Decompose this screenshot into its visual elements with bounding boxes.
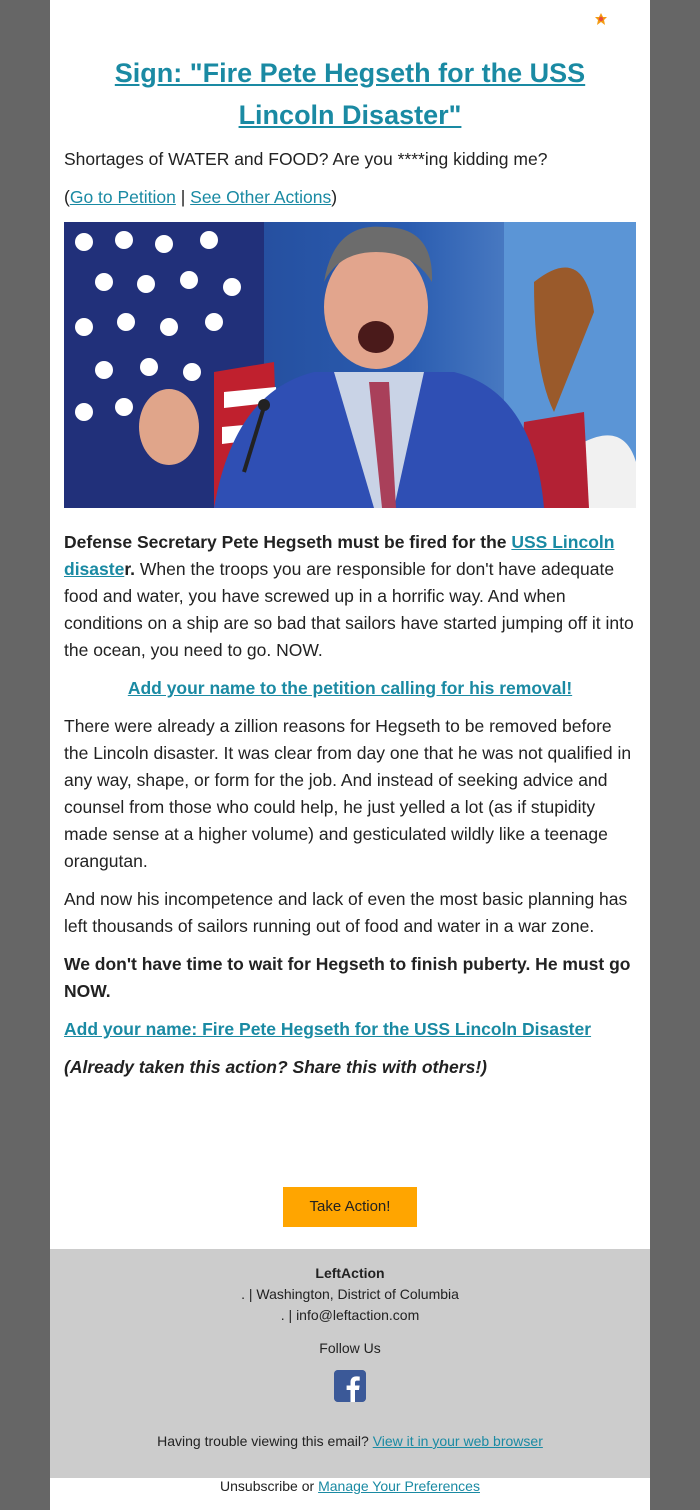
links-separator: | [175,187,191,207]
already-taken-note: (Already taken this action? Share this with others!) [64,1057,487,1077]
body-paragraph-2: There were already a zillion reasons for Hegseth to be removed before the Lincoln disaster. It was clear from day one that he was not qualified in any way, shape, or form for the job. And instead of seeking advice and counsel from those who could help, he just yelled a lot (as if stupidity made sense at a higher volume) and gesticulated wildly like a teenage orangutan. [64,716,632,871]
trouble-viewing-line [50,1433,650,1449]
body-paragraph-1 [64,529,636,664]
go-to-petition-link[interactable]: Go to Petition [69,187,176,207]
email-content [64,52,636,1081]
body-paragraph-3: And now his incompetence and lack of even the most basic planning has left thousands of sailors running out of food and water in a war zone. [64,889,628,936]
cta2-paragraph [64,1016,636,1043]
center-cta-paragraph [64,675,636,702]
fire-hegseth-petition-link[interactable]: Add your name: Fire Pete Hegseth for the USS Lincoln Disaster [64,1019,592,1039]
p1-bold-text: Defense Secretary Pete Hegseth must be fired for the [64,532,512,552]
email-page [50,0,650,1510]
take-action-button[interactable]: Take Action! [283,1187,417,1227]
p1-bold-end: r. [124,559,136,579]
footer-org-name: LeftAction [315,1265,385,1281]
p1-rest-text: When the troops you are responsible for don't have adequate food and water, you have screwed up in a horrific way. And when conditions on a ship are so bad that sailors have started jumping off it into the ocean, you need to go. NOW. [64,559,634,660]
hero-illustration [64,222,636,508]
footer-email: . | info@leftaction.com [280,1307,420,1323]
see-other-actions-link[interactable]: See Other Actions [190,187,332,207]
footer [50,1249,650,1478]
intro-text: Shortages of WATER and FOOD? Are you ****ing kidding me? [64,149,548,169]
paren-open: ( [64,187,70,207]
hero-image[interactable] [64,222,636,508]
paren-close: ) [331,187,338,207]
view-in-browser-link[interactable]: View it in your web browser [372,1433,543,1449]
bold-statement: We don't have time to wait for Hegseth to finish puberty. He must go NOW. [64,954,631,1001]
footer-address: . | Washington, District of Columbia [241,1286,459,1302]
petition-title-link[interactable]: Sign: "Fire Pete Hegseth for the USS Lincoln Disaster" [114,58,586,130]
add-name-petition-link[interactable]: Add your name to the petition calling for his removal! [127,678,573,698]
facebook-icon[interactable] [334,1370,366,1402]
leftaction-logo-icon [594,12,608,26]
unsubscribe-text: Unsubscribe or [220,1478,319,1494]
follow-us-label: Follow Us [319,1340,381,1356]
uss-lincoln-disaster-link[interactable]: USS Lincoln disaste [64,532,615,579]
manage-preferences-link[interactable]: Manage Your Preferences [318,1478,480,1494]
trouble-text: Having trouble viewing this email? [157,1433,373,1449]
unsubscribe-line [50,1478,650,1494]
petition-links [64,184,636,211]
